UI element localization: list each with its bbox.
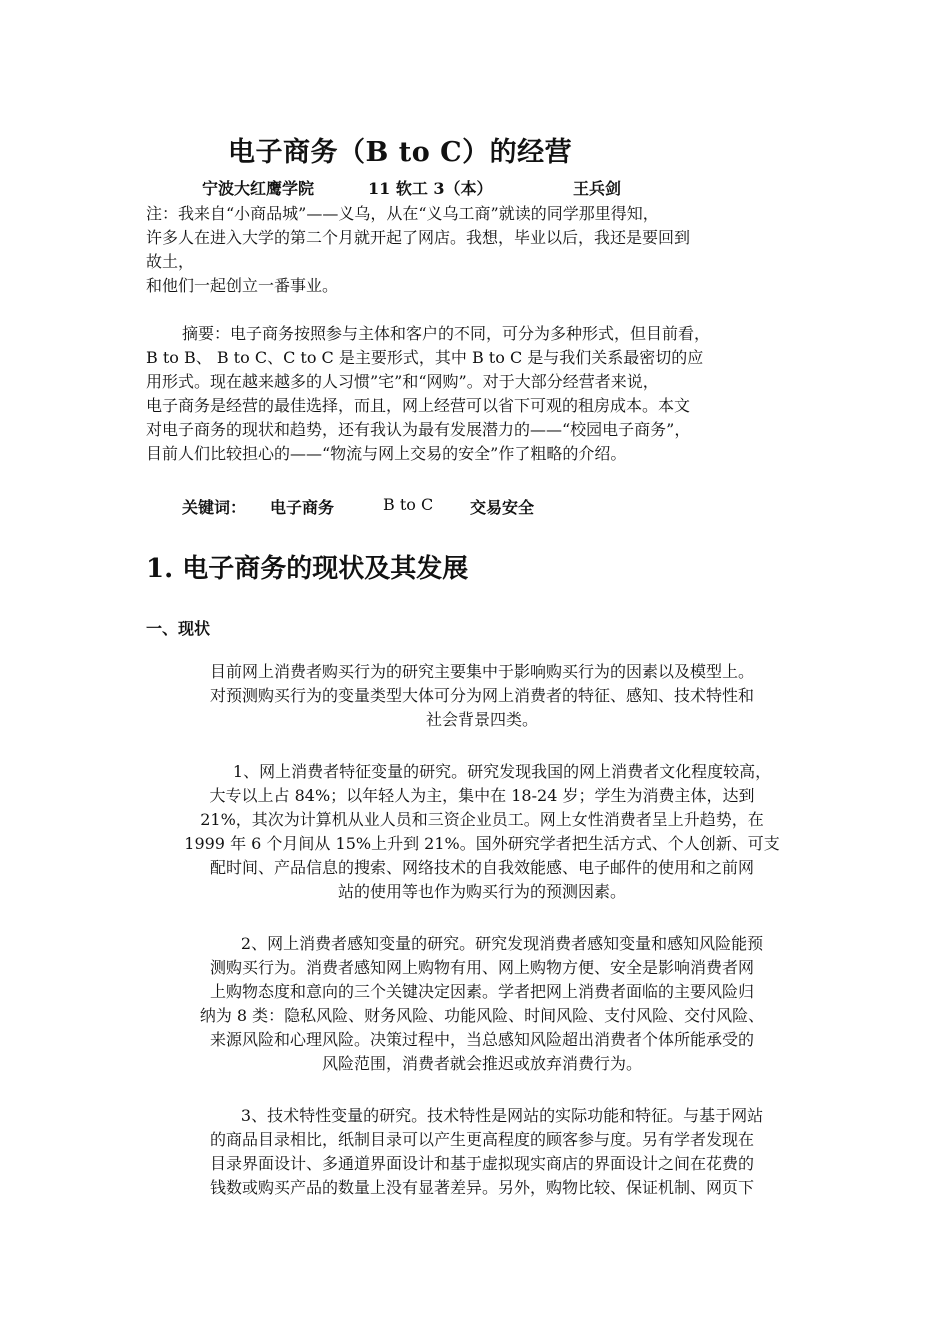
- paragraph-line: 来源风险和心理风险。决策过程中，当总感知风险超出消费者个体所能承受的: [209, 1030, 754, 1049]
- paragraph-line: 钱数或购买产品的数量上没有显著差异。另外，购物比较、保证机制、网页下: [209, 1178, 754, 1197]
- keywords-label: 关键词：: [182, 498, 247, 517]
- paragraph-3: [146, 1104, 818, 1200]
- paragraph-line: 上购物态度和意向的三个关键决定因素。学者把网上消费者面临的主要风险归: [209, 982, 754, 1001]
- keyword-item: B to C: [383, 495, 434, 514]
- paragraph-line: 风险范围，消费者就会推迟或放弃消费行为。: [321, 1054, 642, 1073]
- abstract-line: 摘要：电子商务按照参与主体和客户的不同，可分为多种形式，但目前看，: [182, 324, 711, 343]
- note-paragraph: [146, 202, 818, 298]
- note-line: 故土，: [146, 252, 195, 271]
- intro-line: 目前网上消费者购买行为的研究主要集中于影响购买行为的因素以及模型上。: [209, 662, 754, 681]
- paragraph-line: 目录界面设计、多通道界面设计和基于虚拟现实商店的界面设计之间在花费的: [209, 1154, 754, 1173]
- paragraph-line: 1、网上消费者特征变量的研究。研究发现我国的网上消费者文化程度较高，: [232, 762, 772, 781]
- abstract-line: 用形式。现在越来越多的人习惯”宅”和“网购”。对于大部分经营者来说，: [146, 372, 659, 391]
- abstract-paragraph: [146, 322, 818, 466]
- paragraph-line: 2、网上消费者感知变量的研究。研究发现消费者感知变量和感知风险能预: [240, 934, 764, 953]
- paragraph-line: 的商品目录相比，纸制目录可以产生更高程度的顾客参与度。另有学者发现在: [209, 1130, 754, 1149]
- abstract-line: 电子商务是经营的最佳选择，而且，网上经营可以省下可观的租房成本。本文: [146, 396, 691, 415]
- section-heading: 1. 电子商务的现状及其发展: [146, 554, 469, 584]
- abstract-line: 对电子商务的现状和趋势，还有我认为最有发展潜力的——“校园电子商务”，: [146, 420, 691, 439]
- paragraph-1: [146, 760, 818, 904]
- author-name: 王兵剑: [573, 179, 622, 198]
- intro-line: 社会背景四类。: [425, 710, 538, 729]
- keyword-item: 电子商务: [270, 498, 335, 517]
- note-line: 许多人在进入大学的第二个月就开起了网店。我想，毕业以后，我还是要回到: [146, 228, 691, 247]
- author-school: 宁波大红鹰学院: [202, 179, 315, 198]
- intro-paragraph: [146, 660, 818, 732]
- abstract-line: B to B、 B to C、C to C 是主要形式，其中 B to C 是与我们关系最密切的应: [146, 348, 704, 367]
- paragraph-line: 21%，其次为计算机从业人员和三资企业员工。网上女性消费者呈上升趋势，在: [200, 810, 764, 829]
- keyword-item: 交易安全: [470, 498, 535, 517]
- note-line: 和他们一起创立一番事业。: [146, 276, 339, 295]
- paragraph-line: 配时间、产品信息的搜索、网络技术的自我效能感、电子邮件的使用和之前网: [209, 858, 754, 877]
- paragraph-2: [146, 932, 818, 1076]
- paragraph-line: 纳为 8 类：隐私风险、财务风险、功能风险、时间风险、支付风险、交付风险、: [199, 1006, 765, 1025]
- subsection-heading: 一、现状: [146, 619, 211, 638]
- paragraph-line: 测购买行为。消费者感知网上购物有用、网上购物方便、安全是影响消费者网: [209, 958, 754, 977]
- paragraph-line: 大专以上占 84%；以年轻人为主，集中在 18-24 岁；学生为消费主体，达到: [209, 786, 755, 805]
- paragraph-line: 站的使用等也作为购买行为的预测因素。: [337, 882, 626, 901]
- paragraph-line: 1999 年 6 个月间从 15%上升到 21%。国外研究学者把生活方式、个人创新、可支: [184, 834, 780, 853]
- author-class: 11 软工 3（本）: [368, 179, 493, 198]
- document-title: 电子商务（B to C）的经营: [228, 137, 573, 168]
- paragraph-line: 3、技术特性变量的研究。技术特性是网站的实际功能和特征。与基于网站: [240, 1106, 764, 1125]
- intro-line: 对预测购买行为的变量类型大体可分为网上消费者的特征、感知、技术特性和: [209, 686, 754, 705]
- note-line: 注：我来自“小商品城”——义乌，从在“义乌工商”就读的同学那里得知，: [146, 204, 659, 223]
- abstract-line: 目前人们比较担心的——“物流与网上交易的安全”作了粗略的介绍。: [146, 444, 627, 463]
